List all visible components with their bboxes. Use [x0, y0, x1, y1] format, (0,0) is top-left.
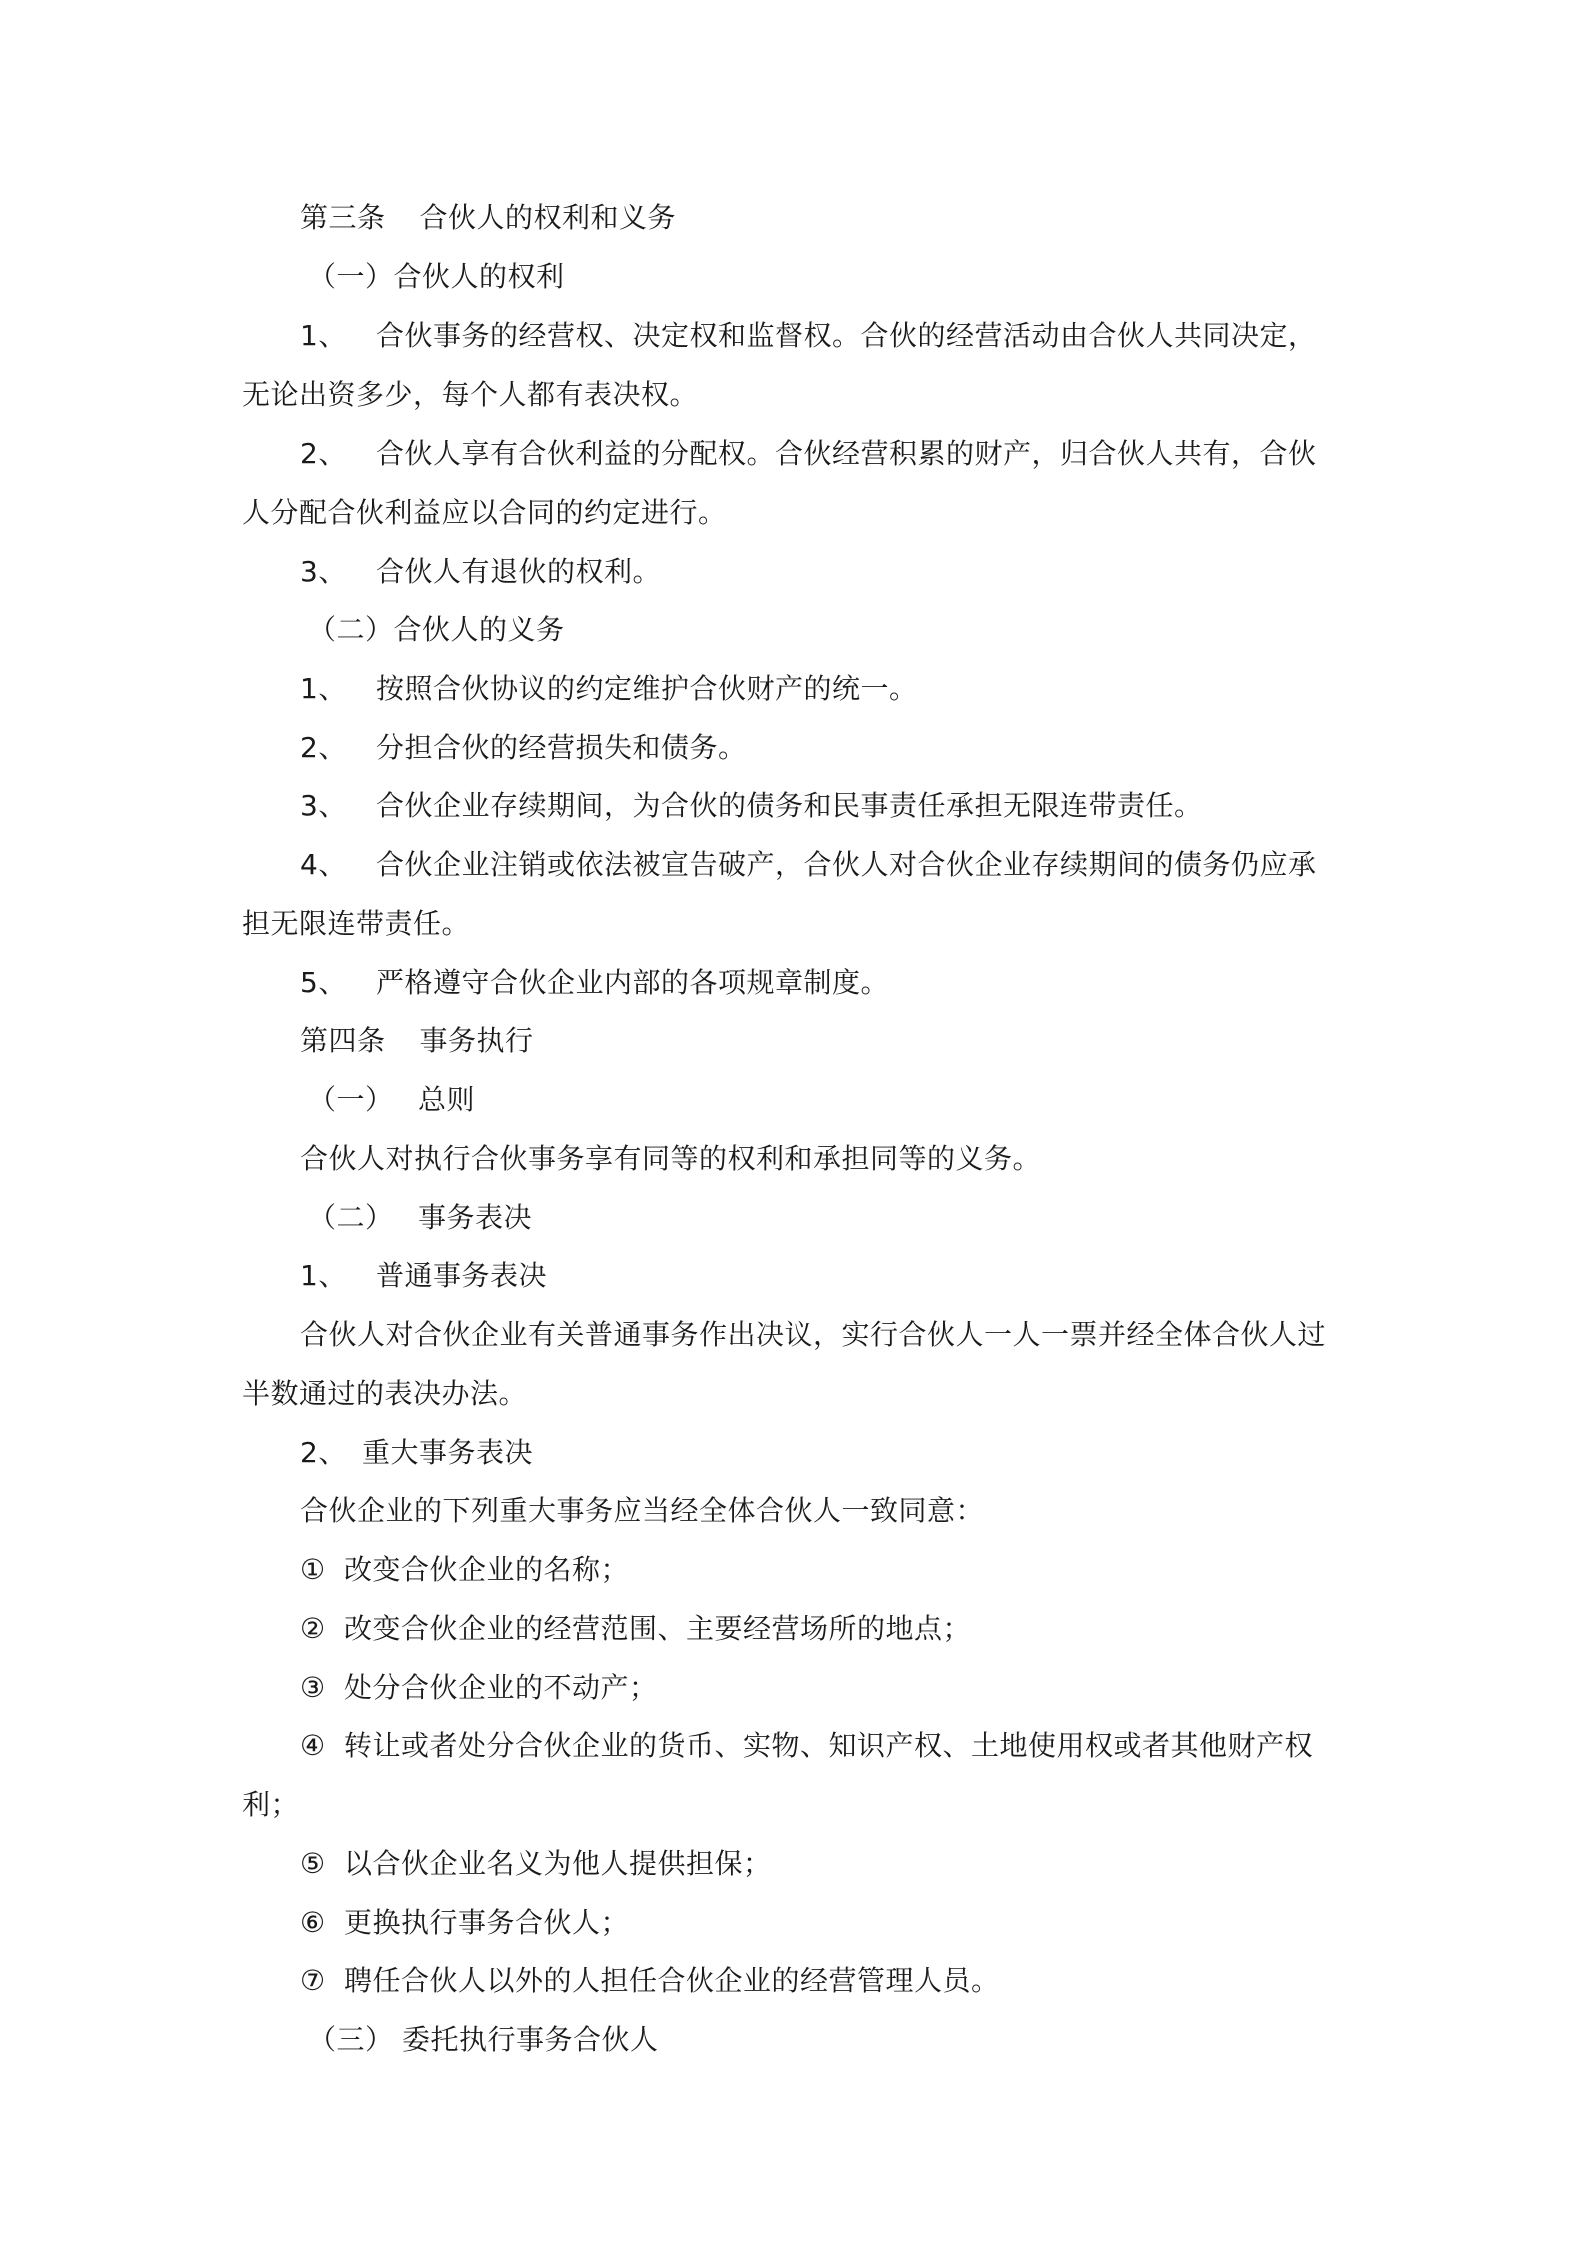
- list-item: [300, 845, 1317, 885]
- item-continuation: 无论出资多少，每个人都有表决权。: [242, 378, 699, 411]
- article-title: 事务执行: [419, 1024, 534, 1057]
- section-heading: [308, 257, 565, 297]
- subsection-number: 2、: [300, 1436, 347, 1469]
- circled-list-item: [300, 1668, 658, 1708]
- circled-list-item: [300, 1844, 772, 1884]
- section-title: 委托执行事务合伙人: [402, 2023, 659, 2056]
- list-item: [300, 963, 889, 1003]
- item-number: ①: [300, 1553, 326, 1586]
- paragraph-continuation: 半数通过的表决办法。: [242, 1377, 528, 1410]
- item-text: 合伙人享有合伙利益的分配权。合伙经营积累的财产，归合伙人共有，合伙: [376, 437, 1317, 470]
- section-number: （三）: [308, 2023, 394, 2056]
- section-title: 总则: [418, 1083, 476, 1116]
- item-continuation: 人分配合伙利益应以合同的约定进行。: [242, 496, 727, 529]
- item-continuation: 担无限连带责任。: [242, 907, 471, 940]
- paragraph: 合伙人对合伙企业有关普通事务作出决议，实行合伙人一人一票并经全体合伙人过: [300, 1318, 1327, 1351]
- article-number: 第三条: [300, 201, 386, 234]
- item-number: 3、: [300, 555, 347, 588]
- list-item: [300, 434, 1317, 474]
- list-item: [300, 786, 1203, 826]
- item-number: 3、: [300, 789, 347, 822]
- item-text: 按照合伙协议的约定维护合伙财产的统一。: [376, 672, 918, 705]
- item-number: 4、: [300, 848, 347, 881]
- item-number: ④: [300, 1729, 326, 1762]
- item-text: 合伙人有退伙的权利。: [376, 555, 662, 588]
- item-number: 2、: [300, 731, 347, 764]
- item-number: ⑦: [300, 1964, 326, 1997]
- item-number: ③: [300, 1671, 326, 1704]
- article-3-heading: [300, 198, 676, 238]
- item-text: 更换执行事务合伙人；: [344, 1906, 630, 1939]
- section-number: （一）: [308, 1083, 394, 1116]
- item-text: 处分合伙企业的不动产；: [344, 1671, 658, 1704]
- list-item: [300, 552, 661, 592]
- section-title: 合伙人的义务: [393, 613, 565, 646]
- section-title: 事务表决: [418, 1201, 533, 1234]
- item-text: 聘任合伙人以外的人担任合伙企业的经营管理人员。: [344, 1964, 1000, 1997]
- item-text: 合伙企业注销或依法被宣告破产，合伙人对合伙企业存续期间的债务仍应承: [376, 848, 1317, 881]
- item-number: ⑤: [300, 1847, 326, 1880]
- article-4-heading: [300, 1021, 534, 1061]
- section-heading: [308, 1198, 532, 1238]
- item-text: 合伙企业存续期间，为合伙的债务和民事责任承担无限连带责任。: [376, 789, 1203, 822]
- item-text: 转让或者处分合伙企业的货币、实物、知识产权、土地使用权或者其他财产权: [344, 1729, 1314, 1762]
- subsection-number: 1、: [300, 1259, 347, 1292]
- subsection-title: 普通事务表决: [376, 1259, 548, 1292]
- item-number: 5、: [300, 966, 347, 999]
- item-number: ⑥: [300, 1906, 326, 1939]
- item-text: 合伙事务的经营权、决定权和监督权。合伙的经营活动由合伙人共同决定，: [376, 319, 1317, 352]
- list-item: [300, 316, 1317, 356]
- section-number: （二）: [308, 613, 394, 646]
- section-heading: [308, 2020, 659, 2060]
- section-number: （一）: [308, 260, 394, 293]
- section-title: 合伙人的权利: [393, 260, 565, 293]
- item-number: 1、: [300, 672, 347, 705]
- article-title: 合伙人的权利和义务: [419, 201, 677, 234]
- item-continuation: 利；: [242, 1788, 300, 1821]
- item-text: 改变合伙企业的经营范围、主要经营场所的地点；: [344, 1612, 972, 1645]
- item-text: 以合伙企业名义为他人提供担保；: [344, 1847, 772, 1880]
- subsection-heading: [300, 1256, 547, 1296]
- paragraph: 合伙人对执行合伙事务享有同等的权利和承担同等的义务。: [300, 1142, 1042, 1175]
- item-number: 2、: [300, 437, 347, 470]
- circled-list-item: [300, 1961, 1000, 2001]
- circled-list-item: [300, 1726, 1313, 1766]
- paragraph: 合伙企业的下列重大事务应当经全体合伙人一致同意：: [300, 1494, 985, 1527]
- circled-list-item: [300, 1609, 971, 1649]
- item-number: 1、: [300, 319, 347, 352]
- section-number: （二）: [308, 1201, 394, 1234]
- circled-list-item: [300, 1550, 629, 1590]
- subsection-heading: [300, 1433, 533, 1473]
- item-text: 严格遵守合伙企业内部的各项规章制度。: [376, 966, 890, 999]
- article-number: 第四条: [300, 1024, 386, 1057]
- list-item: [300, 728, 747, 768]
- item-number: ②: [300, 1612, 326, 1645]
- item-text: 分担合伙的经营损失和债务。: [376, 731, 747, 764]
- item-text: 改变合伙企业的名称；: [344, 1553, 630, 1586]
- section-heading: [308, 610, 565, 650]
- circled-list-item: [300, 1903, 629, 1943]
- subsection-title: 重大事务表决: [362, 1436, 534, 1469]
- section-heading: [308, 1080, 475, 1120]
- list-item: [300, 669, 918, 709]
